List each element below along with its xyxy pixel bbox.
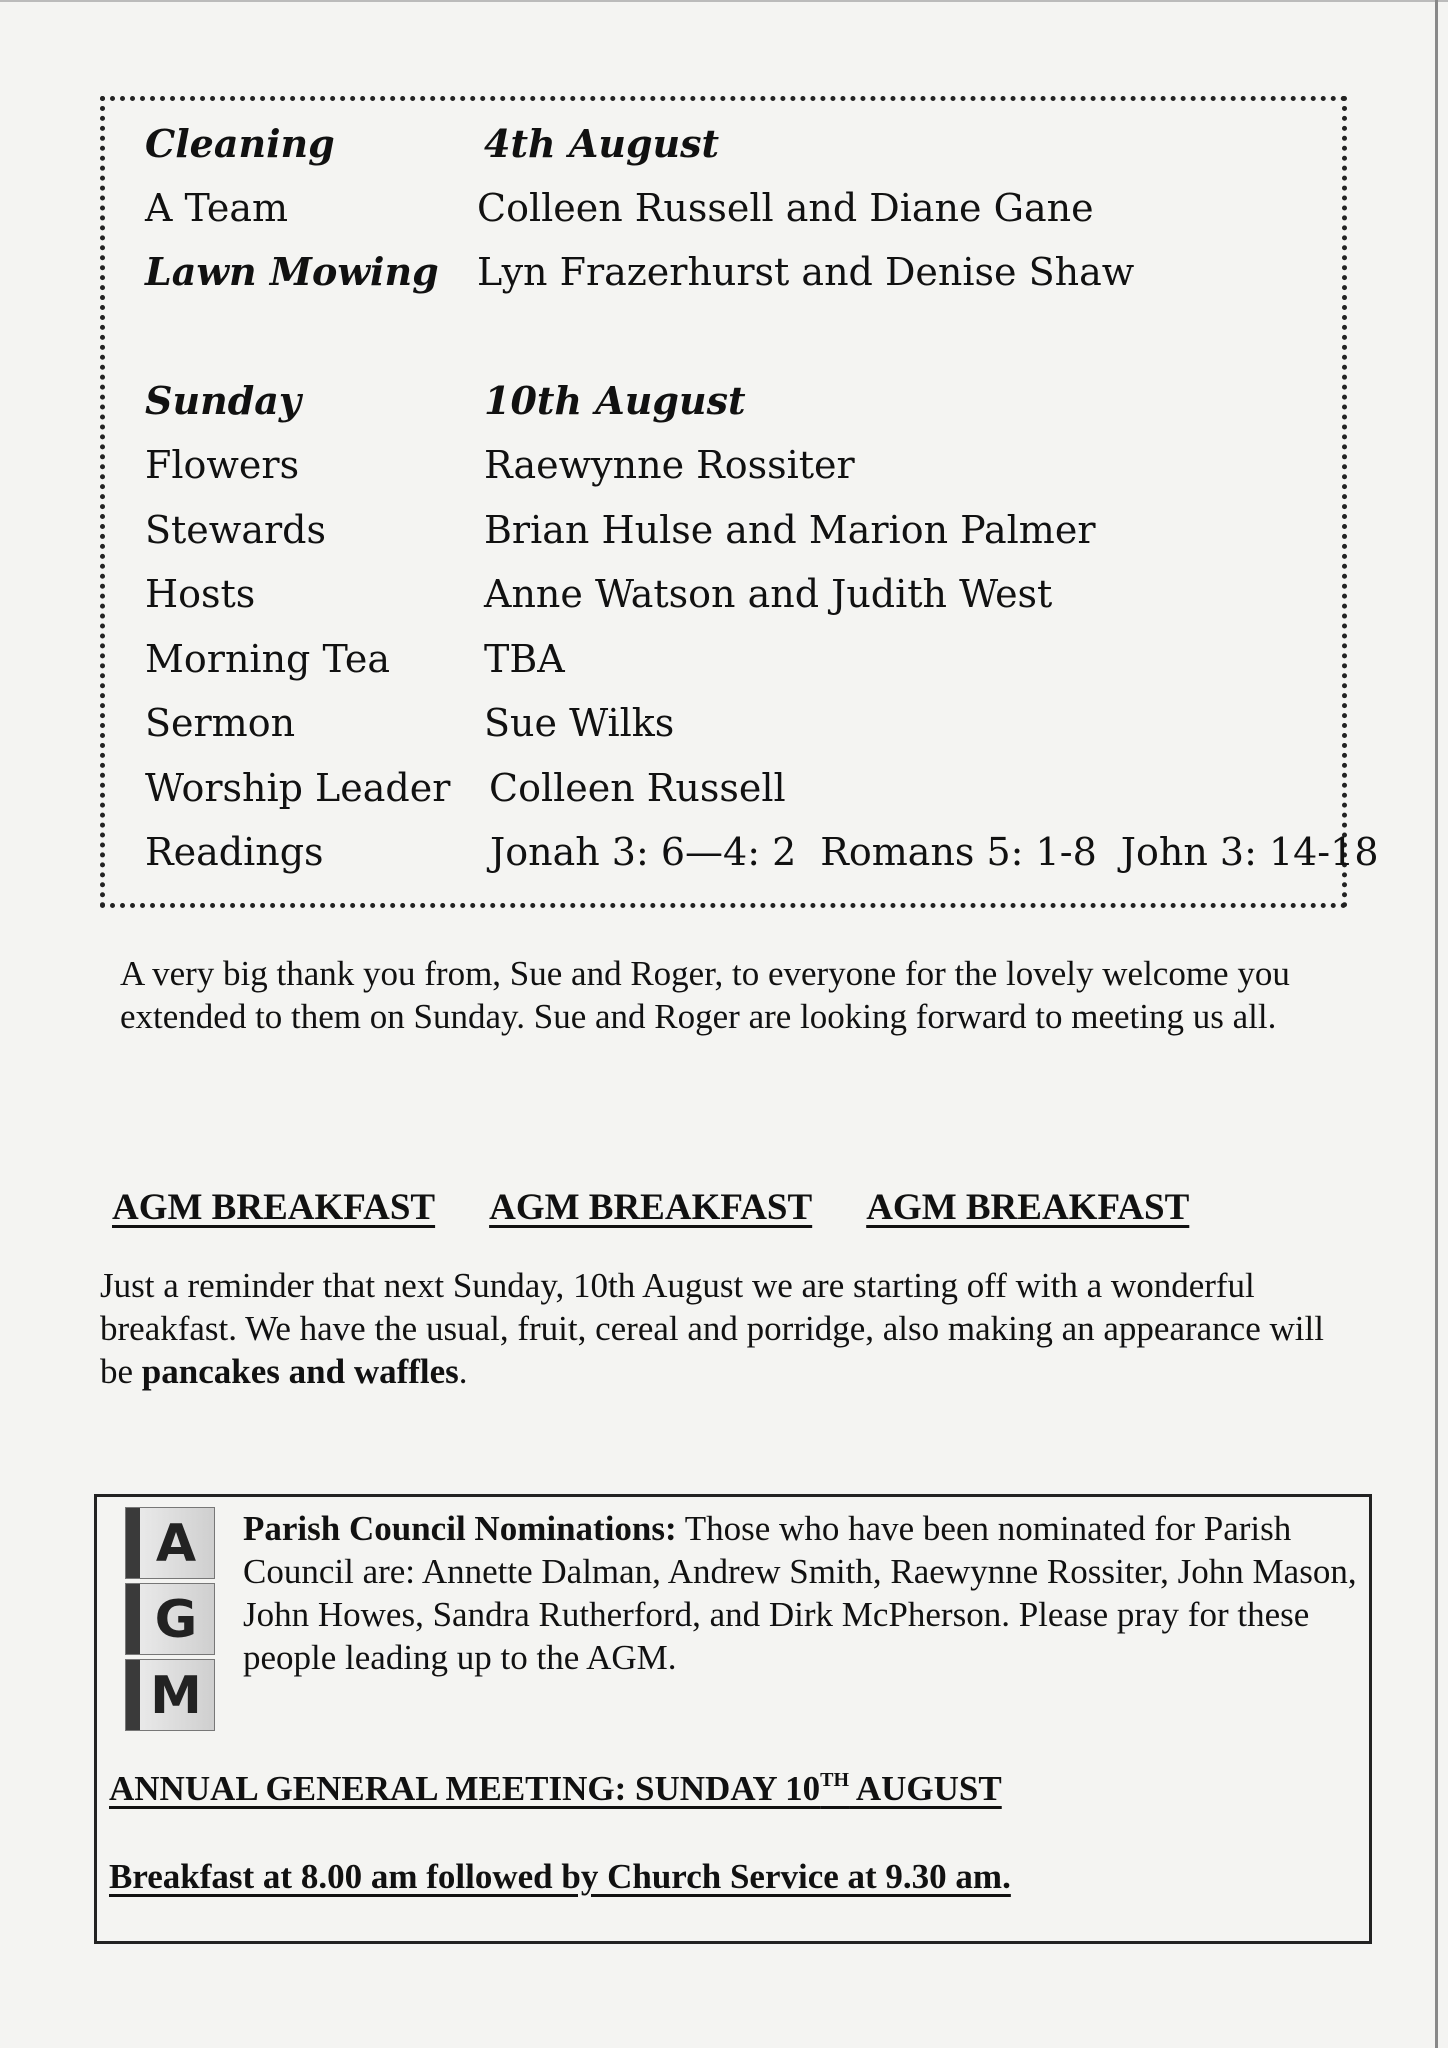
- roster-date-sunday: 10th August: [484, 378, 746, 423]
- roster-value-morning-tea: TBA: [484, 637, 565, 681]
- roster-label-readings: Readings: [145, 830, 324, 874]
- roster-label-hosts: Hosts: [145, 572, 256, 616]
- roster-label-sermon: Sermon: [145, 701, 296, 745]
- nominations-box: [94, 1494, 1372, 1944]
- roster-label-stewards: Stewards: [145, 508, 326, 552]
- roster-value-sermon: Sue Wilks: [484, 701, 675, 745]
- roster-date-cleaning: 4th August: [484, 121, 720, 166]
- nominations-text: Those who have been nominated for Parish Council are: Annette Dalman, Andrew Smith, Raewynne Rossiter, John Mason, John Howes, Sandra Rutherford, and Dirk McPherson. Please pray for these people leading up to the AGM.: [243, 1509, 1357, 1677]
- roster-label-lawn-mowing: Lawn Mowing: [145, 249, 439, 294]
- roster-label-worship-leader: Worship Leader: [145, 766, 451, 810]
- breakfast-time-line: Breakfast at 8.00 am followed by Church Service at 9.30 am.: [109, 1857, 1011, 1896]
- nominations-paragraph: [243, 1507, 1358, 1679]
- agm-block-g: G: [125, 1583, 215, 1655]
- agm-breakfast-heading-2: AGM BREAKFAST: [489, 1187, 813, 1228]
- roster-label-morning-tea: Morning Tea: [145, 637, 390, 681]
- reading-2: Romans 5: 1-8: [820, 830, 1097, 874]
- roster-label-a-team: A Team: [145, 186, 289, 230]
- reading-3: John 3: 14-18: [1120, 830, 1379, 874]
- agm-breakfast-heading: [112, 1186, 1312, 1230]
- agm-blocks-image: [117, 1507, 222, 1735]
- roster-label-sunday: Sunday: [145, 378, 301, 423]
- agm-breakfast-heading-1: AGM BREAKFAST: [112, 1187, 436, 1228]
- roster-value-worship-leader: Colleen Russell: [489, 766, 786, 810]
- roster-box: [100, 96, 1379, 908]
- page-top-edge: [0, 0, 1448, 2]
- reminder-text: Just a reminder that next Sunday, 10th August we are starting off with a wonderful breakfast. We have the usual, fruit, cereal and porridge, also making an appearance will be: [100, 1266, 1324, 1391]
- agm-meeting-text: ANNUAL GENERAL MEETING: SUNDAY 10: [109, 1769, 821, 1808]
- agm-meeting-end: AUGUST: [849, 1769, 1002, 1808]
- roster-label-cleaning: Cleaning: [145, 121, 335, 166]
- roster-label-flowers: Flowers: [145, 443, 300, 487]
- roster-value-flowers: Raewynne Rossiter: [484, 443, 855, 487]
- agm-meeting-sup: TH: [820, 1769, 850, 1791]
- nominations-title: Parish Council Nominations:: [243, 1509, 677, 1548]
- agm-breakfast-heading-3: AGM BREAKFAST: [866, 1187, 1190, 1228]
- reading-1: Jonah 3: 6—4: 2: [490, 830, 797, 874]
- roster-value-lawn-mowing: Lyn Frazerhurst and Denise Shaw: [477, 250, 1135, 294]
- roster-value-hosts: Anne Watson and Judith West: [484, 572, 1053, 616]
- reminder-bold-text: pancakes and waffles: [141, 1352, 459, 1391]
- thank-you-paragraph: A very big thank you from, Sue and Roger, to everyone for the lovely welcome you extended to them on Sunday. Sue and Roger are looking forward to meeting us all.: [120, 954, 1290, 1036]
- page-right-edge: [1435, 0, 1438, 2048]
- reminder-end: .: [458, 1352, 468, 1391]
- agm-meeting-line: [109, 1767, 1002, 1811]
- roster-value-a-team: Colleen Russell and Diane Gane: [477, 186, 1094, 230]
- agm-block-a: A: [125, 1507, 215, 1579]
- roster-value-readings: [490, 829, 1379, 875]
- agm-block-m: M: [125, 1659, 215, 1731]
- roster-value-stewards: Brian Hulse and Marion Palmer: [484, 508, 1096, 552]
- breakfast-reminder-paragraph: [100, 1264, 1340, 1393]
